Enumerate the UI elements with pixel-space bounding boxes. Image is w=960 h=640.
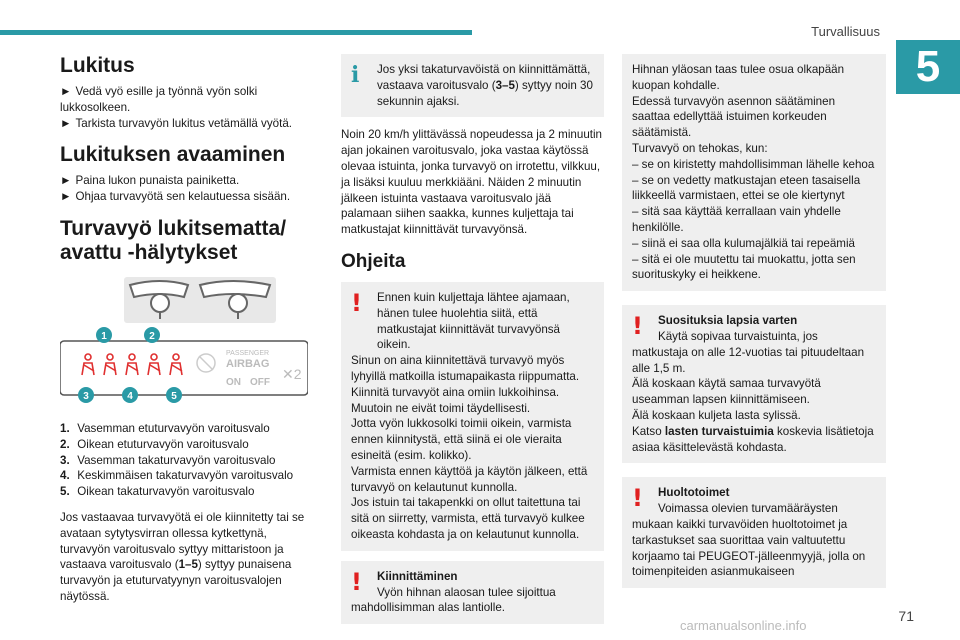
lock-heading: Lukitus: [60, 54, 135, 77]
legend-list: [60, 421, 308, 500]
header-accent-bar: [0, 30, 472, 35]
chapter-number: 5: [896, 40, 960, 94]
maintenance-warning-box: ! Huoltotoimet Voimassa olevien turvamääräysten mukaan kaikki turvavöiden huoltotoimet ja tarkastukset saa suorittaa vain valtuutettu korjaamo tai PEUGEOT-jälleenmyyjä, jolla on toimenpiteiden asianmukaiseen: [622, 477, 886, 588]
lock-step: ► Vedä vyö esille ja työnnä vyön solki lukkosolkeen.: [60, 85, 258, 114]
legend-item: 1. Vasemman etuturvavyön varoitusvalo: [60, 421, 270, 435]
airbag-off-label: OFF: [250, 376, 270, 388]
airbag-on-label: ON: [226, 376, 241, 388]
warning-panel: [60, 341, 308, 395]
warning-icon: !: [351, 567, 362, 596]
callout-4: [122, 387, 138, 403]
warning-icon: !: [351, 288, 362, 317]
warning-icon: !: [632, 312, 643, 341]
svg-text:5: 5: [171, 390, 177, 402]
svg-text:1: 1: [101, 330, 107, 342]
svg-text:4: 4: [127, 390, 133, 402]
children-warning-box: ! Suosituksia lapsia varten Käytä sopivaa turvaistuinta, jos matkustaja on alle 12-vuotias tai pituudeltaan alle 1,5 m. Älä koskaan käytä samaa turvavyötä useamman lapsen kiinnittämiseen. Älä koskaan kuljeta lasta sylissä. Katso lasten turvaistuimia koskevia lisätietoja asiaa käsittelevästä kohdasta.: [622, 305, 886, 463]
unlock-step: ► Ohjaa turvavyötä sen kelautuessa sisään.: [60, 190, 291, 204]
callout-3: [78, 387, 94, 403]
alert-heading: Turvavyö lukitsematta/ avattu -hälytykset: [60, 216, 287, 264]
callout-5: [166, 387, 182, 403]
callout-1: [96, 327, 112, 343]
legend-item: 5. Oikean takaturvavyön varoitusvalo: [60, 485, 255, 499]
unlock-heading: Lukituksen avaaminen: [60, 143, 286, 167]
legend-item: 4. Keskimmäisen takaturvavyön varoitusvalo: [60, 469, 294, 483]
svg-text:2: 2: [149, 330, 155, 342]
warning-box: ! Ennen kuin kuljettaja lähtee ajamaan, hänen tulee huolehtia siitä, että matkustajat kiinnittävät turvavyönsä oikein. Sinun on aina kiinnitettävä turvavyö myös lyhyillä matkoilla istumapaikasta riippumatta. Kiinnitä turvavyöt aina omiin lukkoihinsa. Muutoin ne eivät toimi täydellisesti. Jotta vyön lukkosolki toimii oikein, varmista ennen kiinnitystä, että siinä ei ole vieraita esineitä (esim. kolikko). Varmista ennen käyttöä ja käytön jälkeen, että turvavyö on kelautunut kunnolla. Jos istuin tai takapenkki on ollut taitettuna tai sitä on siirretty, varmista, että turvavyö kulkee oikeasta kohdasta ja on kelautunut kunnolla.: [341, 282, 604, 551]
speed-paragraph: Noin 20 km/h ylittävässä nopeudessa ja 2 minuutin ajan jokainen varoitusvalo, joka vastaa käytössä olevaa istuinta, jonka turvavyö on irrotettu, vilkkuu, ja lisäksi kuuluu merkkiääni. Näiden 2 minuutin jälkeen istuinta vastaava varoitusvalo jää palamaan siihen saakka, kunnes kuljettaja tai matkustajat kiinnittävät turvavyönsä.: [341, 128, 603, 237]
lock-step: ► Tarkista turvavyön lukitus vetämällä vyötä.: [60, 116, 292, 130]
legend-item: 2. Oikean etuturvavyön varoitusvalo: [60, 437, 249, 451]
guide-heading: Ohjeita: [341, 250, 406, 272]
info-box: i Jos yksi takaturvavöistä on kiinnittämättä, vastaava varoitusvalo (3–5) syttyy noin 30 sekunnin ajaksi.: [341, 54, 604, 117]
airbag-passenger-label: PASSENGER: [226, 349, 270, 357]
continuation-box: Hihnan yläosan taas tulee osua olkapään kuopan kohdalle. Edessä turvavyön asennon säätäminen saattaa edellyttää istuimen korkeuden säätämistä. Turvavyö on tehokas, kun: – se on kiristetty mahdollisimman lähelle kehoa – se on vedetty matkustajan eteen tasaisella liikkeellä varmistaen, ettei se ole kiertynyt – sitä saa käyttää kerrallaan vain yhdelle henkilölle. – siinä ei saa olla kulumajälkiä tai repeämiä – sitä ei ole muutettu tai muokattu, jotta sen suorituskyky ei heikkene.: [622, 54, 886, 291]
seat-count-icon: ✕2: [282, 365, 302, 382]
svg-text:3: 3: [83, 390, 89, 402]
column-3: [622, 54, 886, 588]
seatbelt-warning-figure: [60, 275, 308, 410]
callout-2: [144, 327, 160, 343]
page-number: 71: [898, 608, 914, 624]
column-2: [341, 54, 604, 624]
info-icon: i: [351, 62, 360, 88]
warning-box-fastening: ! Kiinnittäminen Vyön hihnan alaosan tulee sijoittua mahdollisimman alas lantiolle.: [341, 561, 604, 624]
airbag-label: AIRBAG: [226, 357, 270, 370]
legend-item: 3. Vasemman takaturvavyön varoitusvalo: [60, 453, 276, 467]
column-1: [60, 54, 308, 605]
section-title: Turvallisuus: [811, 24, 880, 39]
warning-icon: !: [632, 484, 643, 513]
watermark: carmanualsonline.info: [680, 618, 807, 633]
alert-paragraph: Jos vastaavaa turvavyötä ei ole kiinnitetty tai se avataan sytytysvirran ollessa kytkettynä, turvavyön varoitusvalo syttyy mittaristoon ja vastaava varoitusvalo (1–5) syttyy punaisena turvavyön ja etuturvatyynyn varoitusvalojen näytössä.: [60, 510, 305, 603]
unlock-step: ► Paina lukon punaista painiketta.: [60, 174, 240, 188]
